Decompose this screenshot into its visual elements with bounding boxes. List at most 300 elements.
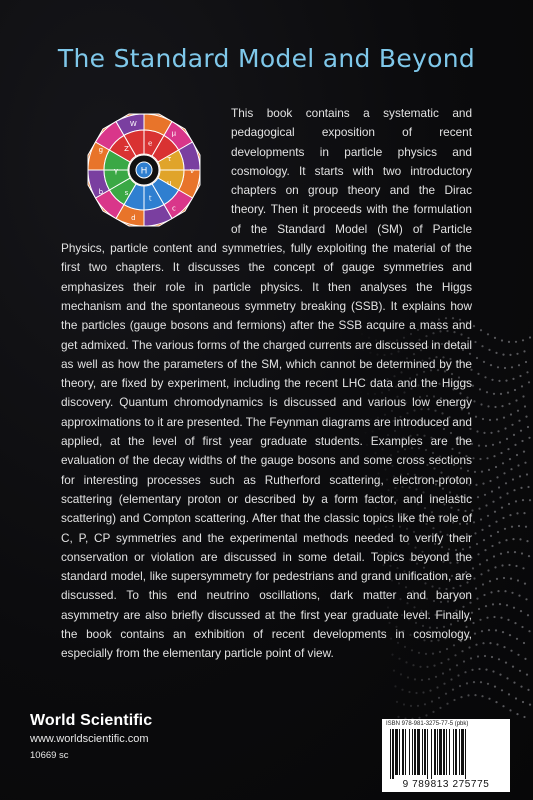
pattern-dot [514,551,516,553]
pattern-dot [456,664,458,666]
pattern-dot [492,501,494,503]
pattern-dot [504,427,506,429]
pattern-dot [464,671,466,673]
barcode-bar [446,729,447,775]
pattern-dot [487,683,489,685]
pattern-dot [483,594,485,596]
pattern-dot [519,375,521,377]
pattern-dot [486,457,488,459]
pattern-dot [490,591,492,593]
pattern-dot [396,701,398,703]
pattern-dot [492,603,494,605]
pattern-dot [487,569,489,571]
pattern-dot [504,590,506,592]
pattern-dot [515,341,517,343]
pattern-dot [523,716,525,718]
pattern-dot [524,583,526,585]
pattern-dot [502,705,504,707]
pattern-dot [497,366,499,368]
pattern-dot [499,496,501,498]
pattern-dot [490,364,492,366]
barcode-bar [409,729,410,775]
pattern-dot [478,668,480,670]
pattern-dot [393,670,395,672]
pattern-dot [510,578,512,580]
pattern-dot [514,389,516,391]
pattern-dot [507,392,509,394]
pattern-dot [491,379,493,381]
pattern-dot [512,378,514,380]
pattern-dot [477,655,479,657]
pattern-dot [519,670,521,672]
pattern-dot [476,598,478,600]
emblem-particle-symbol: W [129,120,137,129]
pattern-dot [481,529,483,531]
pattern-dot [477,496,479,498]
pattern-dot [527,614,529,616]
barcode-bar [395,729,398,775]
pattern-dot [472,567,474,569]
pattern-dot [513,682,515,684]
pattern-dot [488,349,490,351]
pattern-dot [501,339,503,341]
publisher-url: www.worldscientific.com [30,733,149,745]
pattern-dot [431,700,433,702]
pattern-dot [426,666,428,668]
pattern-dot [510,413,512,415]
pattern-dot [523,642,525,644]
pattern-dot [501,564,503,566]
pattern-dot [507,551,509,553]
pattern-dot [521,385,523,387]
emblem-particle-symbol: μ [171,129,177,138]
pattern-dot [509,634,511,636]
pattern-dot [508,403,510,405]
pattern-dot [516,353,518,355]
pattern-dot [529,499,531,501]
pattern-dot [471,669,473,671]
pattern-dot [520,430,522,432]
pattern-dot [473,577,475,579]
pattern-dot [493,616,495,618]
book-title: The Standard Model and Beyond [57,44,476,73]
pattern-dot [480,329,482,331]
pattern-dot [489,580,491,582]
pattern-dot [512,478,514,480]
pattern-dot [407,676,409,678]
pattern-dot [512,666,514,668]
barcode-bar [434,729,436,775]
pattern-dot [527,486,529,488]
pattern-dot [502,631,504,633]
pattern-dot [528,555,530,557]
pattern-dot [508,503,510,505]
barcode-bars [388,729,504,779]
pattern-dot [473,400,475,402]
barcode-bar [399,729,400,775]
pattern-dot [494,337,496,339]
pattern-dot [487,333,489,335]
barcode-bar [427,729,428,779]
barcode-bar [449,729,450,775]
pattern-dot [502,354,504,356]
pattern-dot [473,325,475,327]
pattern-dot [523,451,525,453]
pattern-dot [498,380,500,382]
pattern-dot [495,701,497,703]
pattern-dot [511,366,513,368]
pattern-dot [408,691,410,693]
pattern-dot [528,381,530,383]
pattern-dot [432,711,434,713]
emblem-particle-symbol: s [124,188,129,197]
pattern-dot [524,658,526,660]
pattern-dot [479,458,481,460]
pattern-dot [483,539,485,541]
pattern-dot [527,426,529,428]
pattern-dot [486,559,488,561]
pattern-dot [507,448,509,450]
pattern-dot [523,350,525,352]
pattern-dot [487,515,489,517]
pattern-dot [485,504,487,506]
pattern-dot [501,689,503,691]
pattern-dot [480,518,482,520]
pattern-dot [511,424,513,426]
emblem-particle-symbol: t [148,194,152,203]
publisher-code: 10669 sc [30,750,69,761]
pattern-dot [528,437,530,439]
barcode-bar [392,729,394,779]
pattern-dot [422,691,424,693]
pattern-dot [529,336,531,338]
pattern-dot [489,480,491,482]
pattern-dot [414,678,416,680]
pattern-dot [489,419,491,421]
barcode-bar [422,729,423,775]
pattern-dot [511,526,513,528]
pattern-dot [484,494,486,496]
barcode-bar [465,729,466,779]
pattern-dot [479,563,481,565]
pattern-dot [493,393,495,395]
pattern-dot [401,689,403,691]
pattern-dot [520,686,522,688]
barcode-bar [455,729,457,775]
pattern-dot [452,689,454,691]
pattern-dot [499,674,501,676]
pattern-dot [485,445,487,447]
pattern-dot [512,538,514,540]
pattern-dot [480,403,482,405]
pattern-dot [482,418,484,420]
pattern-dot [525,526,527,528]
pattern-dot [505,662,507,664]
pattern-dot [494,406,496,408]
pattern-dot [502,517,504,519]
pattern-dot [494,566,496,568]
pattern-dot [484,549,486,551]
barcode-bar [390,729,391,779]
pattern-dot [515,399,517,401]
pattern-dot [488,698,490,700]
pattern-dot [400,673,402,675]
isbn-barcode [382,719,510,792]
barcode-bar [459,729,460,775]
pattern-dot [516,638,518,640]
pattern-dot [524,405,526,407]
pattern-dot [509,514,511,516]
pattern-dot [429,690,431,692]
barcode-bar [405,729,406,775]
pattern-dot [503,472,505,474]
pattern-dot [488,525,490,527]
pattern-dot [424,703,426,705]
pattern-dot [522,395,524,397]
pattern-dot [491,656,493,658]
pattern-dot [500,452,502,454]
pattern-dot [419,666,421,668]
emblem-particle-symbol: ν [190,167,194,175]
pattern-dot [421,679,423,681]
pattern-dot [497,430,499,432]
pattern-dot [481,630,483,632]
pattern-dot [481,695,483,697]
pattern-dot [526,473,528,475]
emblem-particle-symbol: g [98,146,104,155]
pattern-dot [481,471,483,473]
pattern-dot [472,385,474,387]
pattern-dot [503,417,505,419]
pattern-dot [478,608,480,610]
pattern-dot [484,655,486,657]
pattern-dot [445,693,447,695]
emblem-particle-symbol: u [166,179,172,188]
pattern-dot [417,705,419,707]
pattern-dot [519,538,521,540]
pattern-dot [525,361,527,363]
pattern-dot [472,457,474,459]
pattern-dot [450,678,452,680]
pattern-dot [521,552,523,554]
pattern-dot [509,354,511,356]
emblem-higgs-label: H [140,166,148,177]
pattern-dot [499,441,501,443]
pattern-dot [494,686,496,688]
isbn-label: ISBN 978-981-3275-77-5 (pbk) [386,721,469,727]
barcode-bar [439,729,442,775]
pattern-dot [476,543,478,545]
pattern-dot [473,521,475,523]
pattern-dot [394,685,396,687]
pattern-dot [528,630,530,632]
pattern-dot [504,367,506,369]
pattern-dot [466,682,468,684]
barcode-digits: 9 789813 275775 [402,779,490,790]
pattern-dot [436,686,438,688]
pattern-dot [519,475,521,477]
pattern-dot [493,455,495,457]
pattern-dot [442,672,444,674]
pattern-dot [520,487,522,489]
pattern-dot [517,464,519,466]
pattern-dot [479,619,481,621]
pattern-dot [475,416,477,418]
emblem-particle-symbol: e [148,139,153,148]
pattern-dot [509,709,511,711]
pattern-dot [485,669,487,671]
pattern-dot [474,471,476,473]
pattern-dot [467,694,469,696]
barcode-bar [412,729,413,775]
pattern-dot [514,622,516,624]
pattern-dot [508,564,510,566]
pattern-dot [474,694,476,696]
pattern-dot [508,341,510,343]
pattern-dot [438,697,440,699]
pattern-dot [506,677,508,679]
pattern-dot [433,665,435,667]
pattern-dot [523,512,525,514]
pattern-dot [403,703,405,705]
pattern-dot [495,466,497,468]
pattern-dot [522,567,524,569]
pattern-dot [524,462,526,464]
book-description: This book contains a systematic and pedagogical exposition of recent developments in particle physics and cosmology. It starts with two introductory chapters on group theory and the Dirac theory. Then it proceeds with the formulation of the Standard Model (SM) of Particle Physics, particle content and symmetries, fully exploiting the material of the first two chapters. It discusses the concept of gauge symmetries and emphasizes their role in particle physics. It then analyses the Higgs mechanism and the spontaneous symmetry breaking (SSB). It explains how the particles (gauge bosons and fermions) after the SSB acquire a mass and get admixed. The various forms of the charged currents are discussed in detail as well as how the parameters of the SM, which cannot be determined by the theory, are fixed by experiment, including the recent LHC data and the Higgs discovery. Quantum chromodynamics is discussed and various low energy approximations to it are presented. The Feynman diagrams are introduced and applied, at the level of first year graduate students. Examples are the evaluation of the decay widths of the gauge bosons and some cross sections for interesting processes such as Rutherford scattering, electron-proton scattering (elementary proton or described by a form factor, and inelastic scattering) and Compton scattering. After that the classic topics like the role of C, P, CP symmetries and the experimental methods needed to verify their conservation or violation are discussed in some detail. Topics beyond the standard model, like supersymmetry for pedestrians and grand unification, are discussed. To this end neutrino oscillations, dark matter and baryon asymmetry are also briefly discussed at the first year graduate level. Finally, the book contains an exhibition of recent developments in cosmology, especially from the elementary particle point of view. [61,106,472,661]
pattern-dot [522,339,524,341]
emblem-particle-symbol: τ [167,154,172,163]
pattern-dot [500,617,502,619]
pattern-dot [483,432,485,434]
pattern-dot [517,410,519,412]
pattern-dot [505,380,507,382]
pattern-dot [510,650,512,652]
pattern-dot [518,525,520,527]
pattern-dot [446,703,448,705]
pattern-dot [476,430,478,432]
barcode-bar [461,729,464,775]
pattern-dot [492,444,494,446]
pattern-dot [496,643,498,645]
pattern-dot [397,716,399,718]
pattern-dot [505,539,507,541]
pattern-dot [522,499,524,501]
pattern-dot [525,416,527,418]
pattern-dot [495,629,497,631]
pattern-dot [513,607,515,609]
pattern-dot [459,685,461,687]
pattern-dot [516,512,518,514]
pattern-dot [496,578,498,580]
emblem-particle-symbol: b [98,187,104,196]
pattern-dot [529,704,531,706]
pattern-dot [480,573,482,575]
pattern-dot [415,692,417,694]
pattern-dot [498,542,500,544]
pattern-dot [496,418,498,420]
pattern-dot [453,699,455,701]
pattern-dot [506,438,508,440]
emblem-particle-symbol: c [171,204,176,213]
pattern-dot [474,341,476,343]
pattern-dot [526,674,528,676]
barcode-bar [424,729,426,775]
pattern-dot [475,644,477,646]
pattern-dot [473,681,475,683]
pattern-dot [494,511,496,513]
pattern-dot [482,583,484,585]
pattern-dot [515,697,517,699]
pattern-dot [460,696,462,698]
pattern-dot [516,454,518,456]
pattern-dot [475,587,477,589]
pattern-dot [505,482,507,484]
pattern-dot [522,701,524,703]
pattern-dot [504,528,506,530]
pattern-dot [498,658,500,660]
pattern-dot [412,664,414,666]
pattern-dot [449,668,451,670]
pattern-dot [492,670,494,672]
emblem-particle-symbol: γ [113,167,119,175]
pattern-dot [515,500,517,502]
pattern-dot [479,388,481,390]
pattern-dot [482,483,484,485]
pattern-dot [502,462,504,464]
publisher-block [30,712,152,761]
pattern-dot [497,590,499,592]
barcode-bar [437,729,438,775]
pattern-dot [474,532,476,534]
pattern-dot [495,521,497,523]
pattern-dot [488,469,490,471]
pattern-dot [410,705,412,707]
pattern-dot [480,681,482,683]
pattern-dot [490,432,492,434]
barcode-bar [431,729,432,779]
pattern-dot [503,577,505,579]
pattern-dot [510,468,512,470]
barcode-bar [417,729,420,775]
pattern-dot [477,373,479,375]
pattern-dot [500,553,502,555]
pattern-dot [493,555,495,557]
pattern-dot [491,490,493,492]
pattern-dot [484,376,486,378]
pattern-dot [501,507,503,509]
pattern-dot [486,617,488,619]
pattern-dot [520,610,522,612]
pattern-dot [499,603,501,605]
pattern-dot [477,553,479,555]
pattern-dot [486,391,488,393]
pattern-dot [518,420,520,422]
pattern-dot [496,476,498,478]
pattern-dot [518,364,520,366]
pattern-dot [516,713,518,715]
pattern-dot [488,629,490,631]
emblem-particle-symbol: d [131,213,136,222]
pattern-dot [475,484,477,486]
pattern-dot [428,678,430,680]
pattern-dot [490,535,492,537]
pattern-dot [507,619,509,621]
pattern-dot [515,565,517,567]
pattern-dot [443,683,445,685]
pattern-dot [513,434,515,436]
publisher-name: World Scientific [30,712,153,729]
pattern-dot [518,595,520,597]
